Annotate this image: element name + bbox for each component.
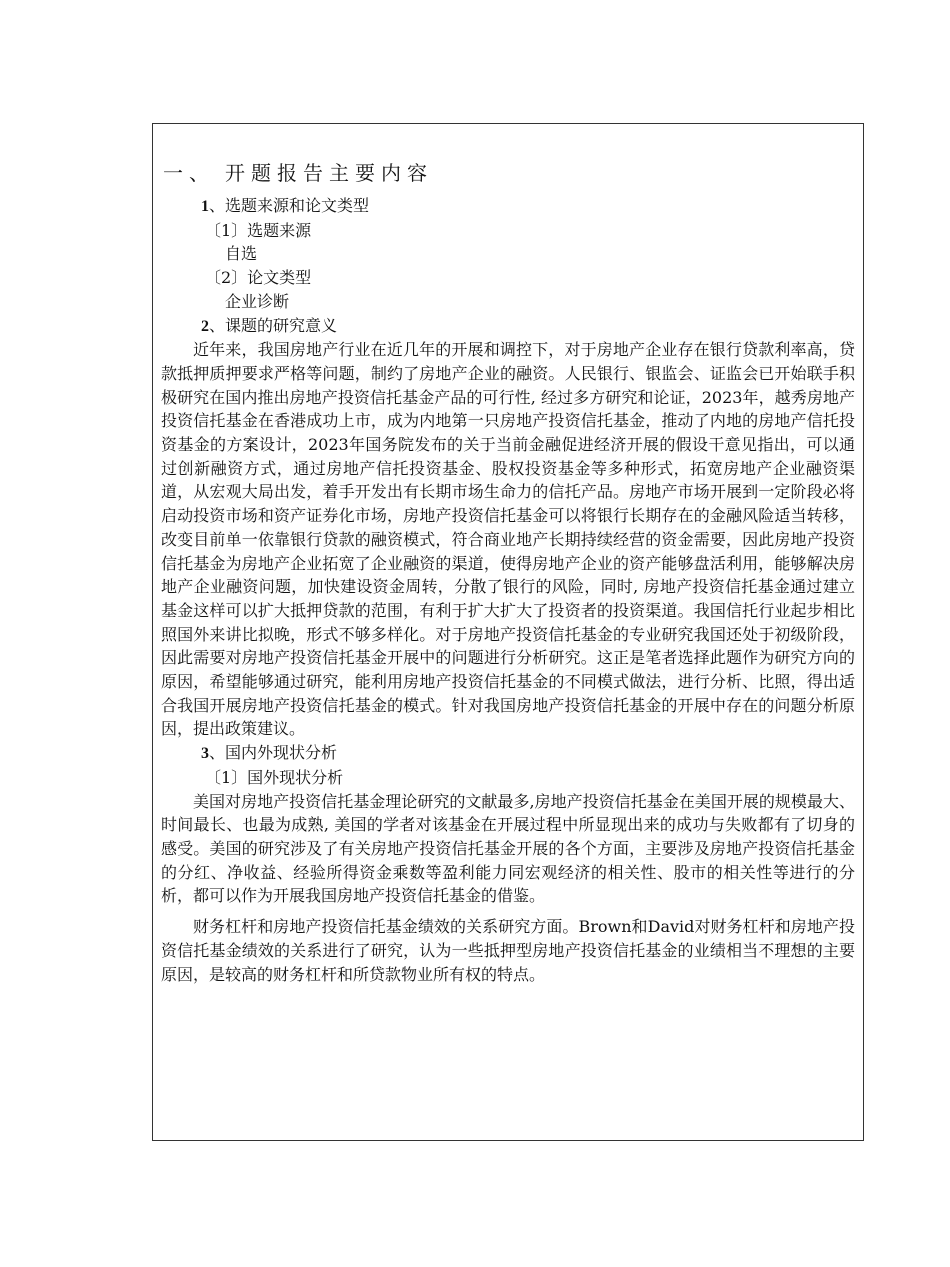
topic-source-label: 〔1〕选题来源 (205, 220, 312, 240)
heading-1-text: 、选题来源和论文类型 (209, 196, 370, 215)
report-frame (152, 123, 864, 1141)
thesis-type-label: 〔2〕论文类型 (205, 268, 312, 288)
foreign-status-label: 〔1〕国外现状分析 (205, 767, 344, 787)
section-title-text: 开题报告主要内容 (225, 161, 433, 185)
heading-3 (161, 741, 855, 766)
heading-3-text: 、国内外现状分析 (209, 743, 338, 763)
foreign-status-paragraph: 美国对房地产投资信托基金理论研究的文献最多,房地产投资信托基金在美国开展的规模最大、时间最长、也最为成熟, 美国的学者对该基金在开展过程中所显现出来的成功与失败都有了切身的感受。美国的研究涉及了有关房地产投资信托基金开展的各个方面，主要涉及房地产投资信托基金的分红、净收益、经验所得资金乘数等盈利能力同宏观经济的相关性、股市的相关性等进行的分析，都可以作为开展我国房地产投资信托基金的借鉴。 (161, 791, 855, 906)
heading-1 (161, 194, 855, 219)
heading-1-number: 1 (201, 198, 209, 215)
heading-2 (161, 314, 855, 339)
topic-source-value: 自选 (225, 244, 258, 264)
leverage-paragraph: 财务杠杆和房地产投资信托基金绩效的关系研究方面。Brown和David对财务杠杆和房地产投资信托基金绩效的关系进行了研究，认为一些抵押型房地产投资信托基金的业绩相当不理想的主要原因，是较高的财务杠杆和所贷款物业所有权的特点。 (161, 917, 855, 984)
research-significance-paragraph: 近年来，我国房地产行业在近几年的开展和调控下，对于房地产企业存在银行贷款利率高，贷款抵押质押要求严格等问题，制约了房地产企业的融资。人民银行、银监会、证监会已开始联手积极研究在国内推出房地产投资信托基金产品的可行性, 经过多方研究和论证，2023年，越秀房地产投资信托基金在香港成功上市，成为内地第一只房地产投资信托基金，推动了内地的房地产信托投资基金的方案设计，2023年国务院发布的关于当前金融促进经济开展的假设干意见指出，可以通过创新融资方式，通过房地产信托投资基金、股权投资基金等多种形式，拓宽房地产企业融资渠道，从宏观大局出发，着手开发出有长期市场生命力的信托产品。房地产市场开展到一定阶段必将启动投资市场和资产证券化市场，房地产投资信托基金可以将银行长期存在的金融风险适当转移，改变目前单一依靠银行贷款的融资模式，符合商业地产长期持续经营的资金需要，因此房地产投资信托基金为房地产企业拓宽了企业融资的渠道，使得房地产企业的资产能够盘活利用，能够解决房地产企业融资问题，加快建设资金周转，分散了银行的风险，同时, 房地产投资信托基金通过建立基金这样可以扩大抵押贷款的范围，有利于扩大扩大了投资者的投资渠道。我国信托行业起步相比照国外来讲比拟晚，形式不够多样化。对于房地产投资信托基金的专业研究我国还处于初级阶段，因此需要对房地产投资信托基金开展中的问题进行分析研究。这正是笔者选择此题作为研究方向的原因，希望能够通过研究，能利用房地产投资信托基金的不同模式做法，进行分析、比照，得出适合我国开展房地产投资信托基金的模式。针对我国房地产投资信托基金的开展中存在的问题分析原因，提出政策建议。 (161, 340, 855, 739)
heading-2-text: 、课题的研究意义 (209, 315, 338, 335)
section-number: 一、 (163, 161, 215, 185)
thesis-type-value: 企业诊断 (225, 291, 290, 311)
heading-3-number: 3 (201, 745, 209, 763)
heading-2-number: 2 (201, 317, 209, 335)
report-content (161, 160, 855, 986)
section-title (163, 160, 855, 186)
